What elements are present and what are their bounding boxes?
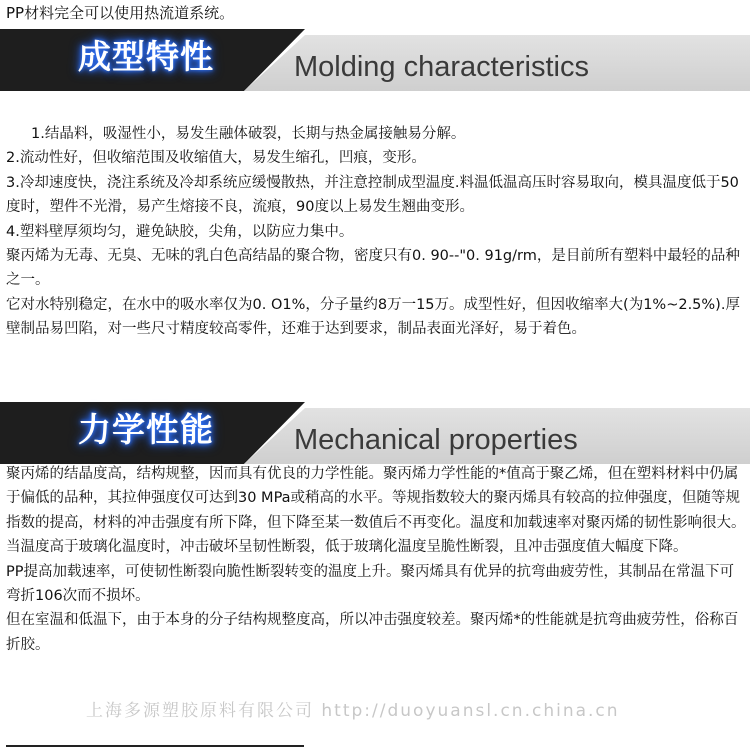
section-banner-molding xyxy=(0,29,750,91)
bottom-rule xyxy=(6,745,304,747)
section-banner-mechanical xyxy=(0,402,750,464)
section-title-cn: 成型特性 xyxy=(78,37,214,76)
paragraph: PP提高加载速率，可使韧性断裂向脆性断裂转变的温度上升。聚丙烯具有优异的抗弯曲疲劳性，其制品在常温下可弯折106次而不损坏。 xyxy=(6,563,734,605)
paragraph: 聚丙烯为无毒、无臭、无味的乳白色高结晶的聚合物，密度只有0. 90--"0. 91g/rm，是目前所有塑料中最轻的品种之一。 xyxy=(6,248,740,289)
section-title-en: Molding characteristics xyxy=(294,51,589,83)
section-title-cn: 力学性能 xyxy=(78,410,214,449)
molding-text xyxy=(6,122,746,342)
paragraph: 3.冷却速度快，浇注系统及冷却系统应缓慢散热，并注意控制成型温度.料温低温高压时容易取向，模具温度低于50度时，塑件不光滑，易产生熔接不良，流痕，90度以上易发生翘曲变形。 xyxy=(6,174,739,216)
paragraph: 1.结晶料，吸湿性小，易发生融体破裂，长期与热金属接触易分解。 xyxy=(31,126,466,142)
paragraph: 4.塑料壁厚须均匀，避免缺胶，尖角，以防应力集中。 xyxy=(6,223,354,240)
paragraph: 但在室温和低温下，由于本身的分子结构规整度高，所以冲击强度较差。聚丙烯*的性能就是抗弯曲疲劳性，俗称百折胶。 xyxy=(6,612,739,653)
intro-line: PP材料完全可以使用热流道系统。 xyxy=(6,4,235,22)
section-title-en: Mechanical properties xyxy=(294,424,578,456)
watermark: 上海多源塑胶原料有限公司 http://duoyuansl.cn.china.cn xyxy=(86,701,620,721)
paragraph: 聚丙烯的结晶度高，结构规整，因而具有优良的力学性能。聚丙烯力学性能的*值高于聚乙烯，但在塑料材料中仍属于偏低的品种，其拉伸强度仅可达到30 MPa或稍高的水平。等规指数较大的聚丙烯具有较高的拉伸强度，但随等规指数的提高，材料的冲击强度有所下降，但下降至某一数值后不再变化。温度和加载速率对聚丙烯的韧性影响很大。当温度高于玻璃化温度时，冲击破坏呈韧性断裂，低于玻璃化温度呈脆性断裂，且冲击强度值大幅度下降。 xyxy=(6,466,746,556)
paragraph: 2.流动性好，但收缩范围及收缩值大，易发生缩孔，凹痕，变形。 xyxy=(6,150,426,167)
mechanical-text xyxy=(6,462,746,657)
paragraph: 它对水特别稳定，在水中的吸水率仅为0. O1%，分子量约8万一15万。成型性好，但因收缩率大(为1%~2.5%).厚壁制品易凹陷，对一些尺寸精度较高零件，还难于达到要求，制品表面光泽好，易于着色。 xyxy=(6,296,740,338)
